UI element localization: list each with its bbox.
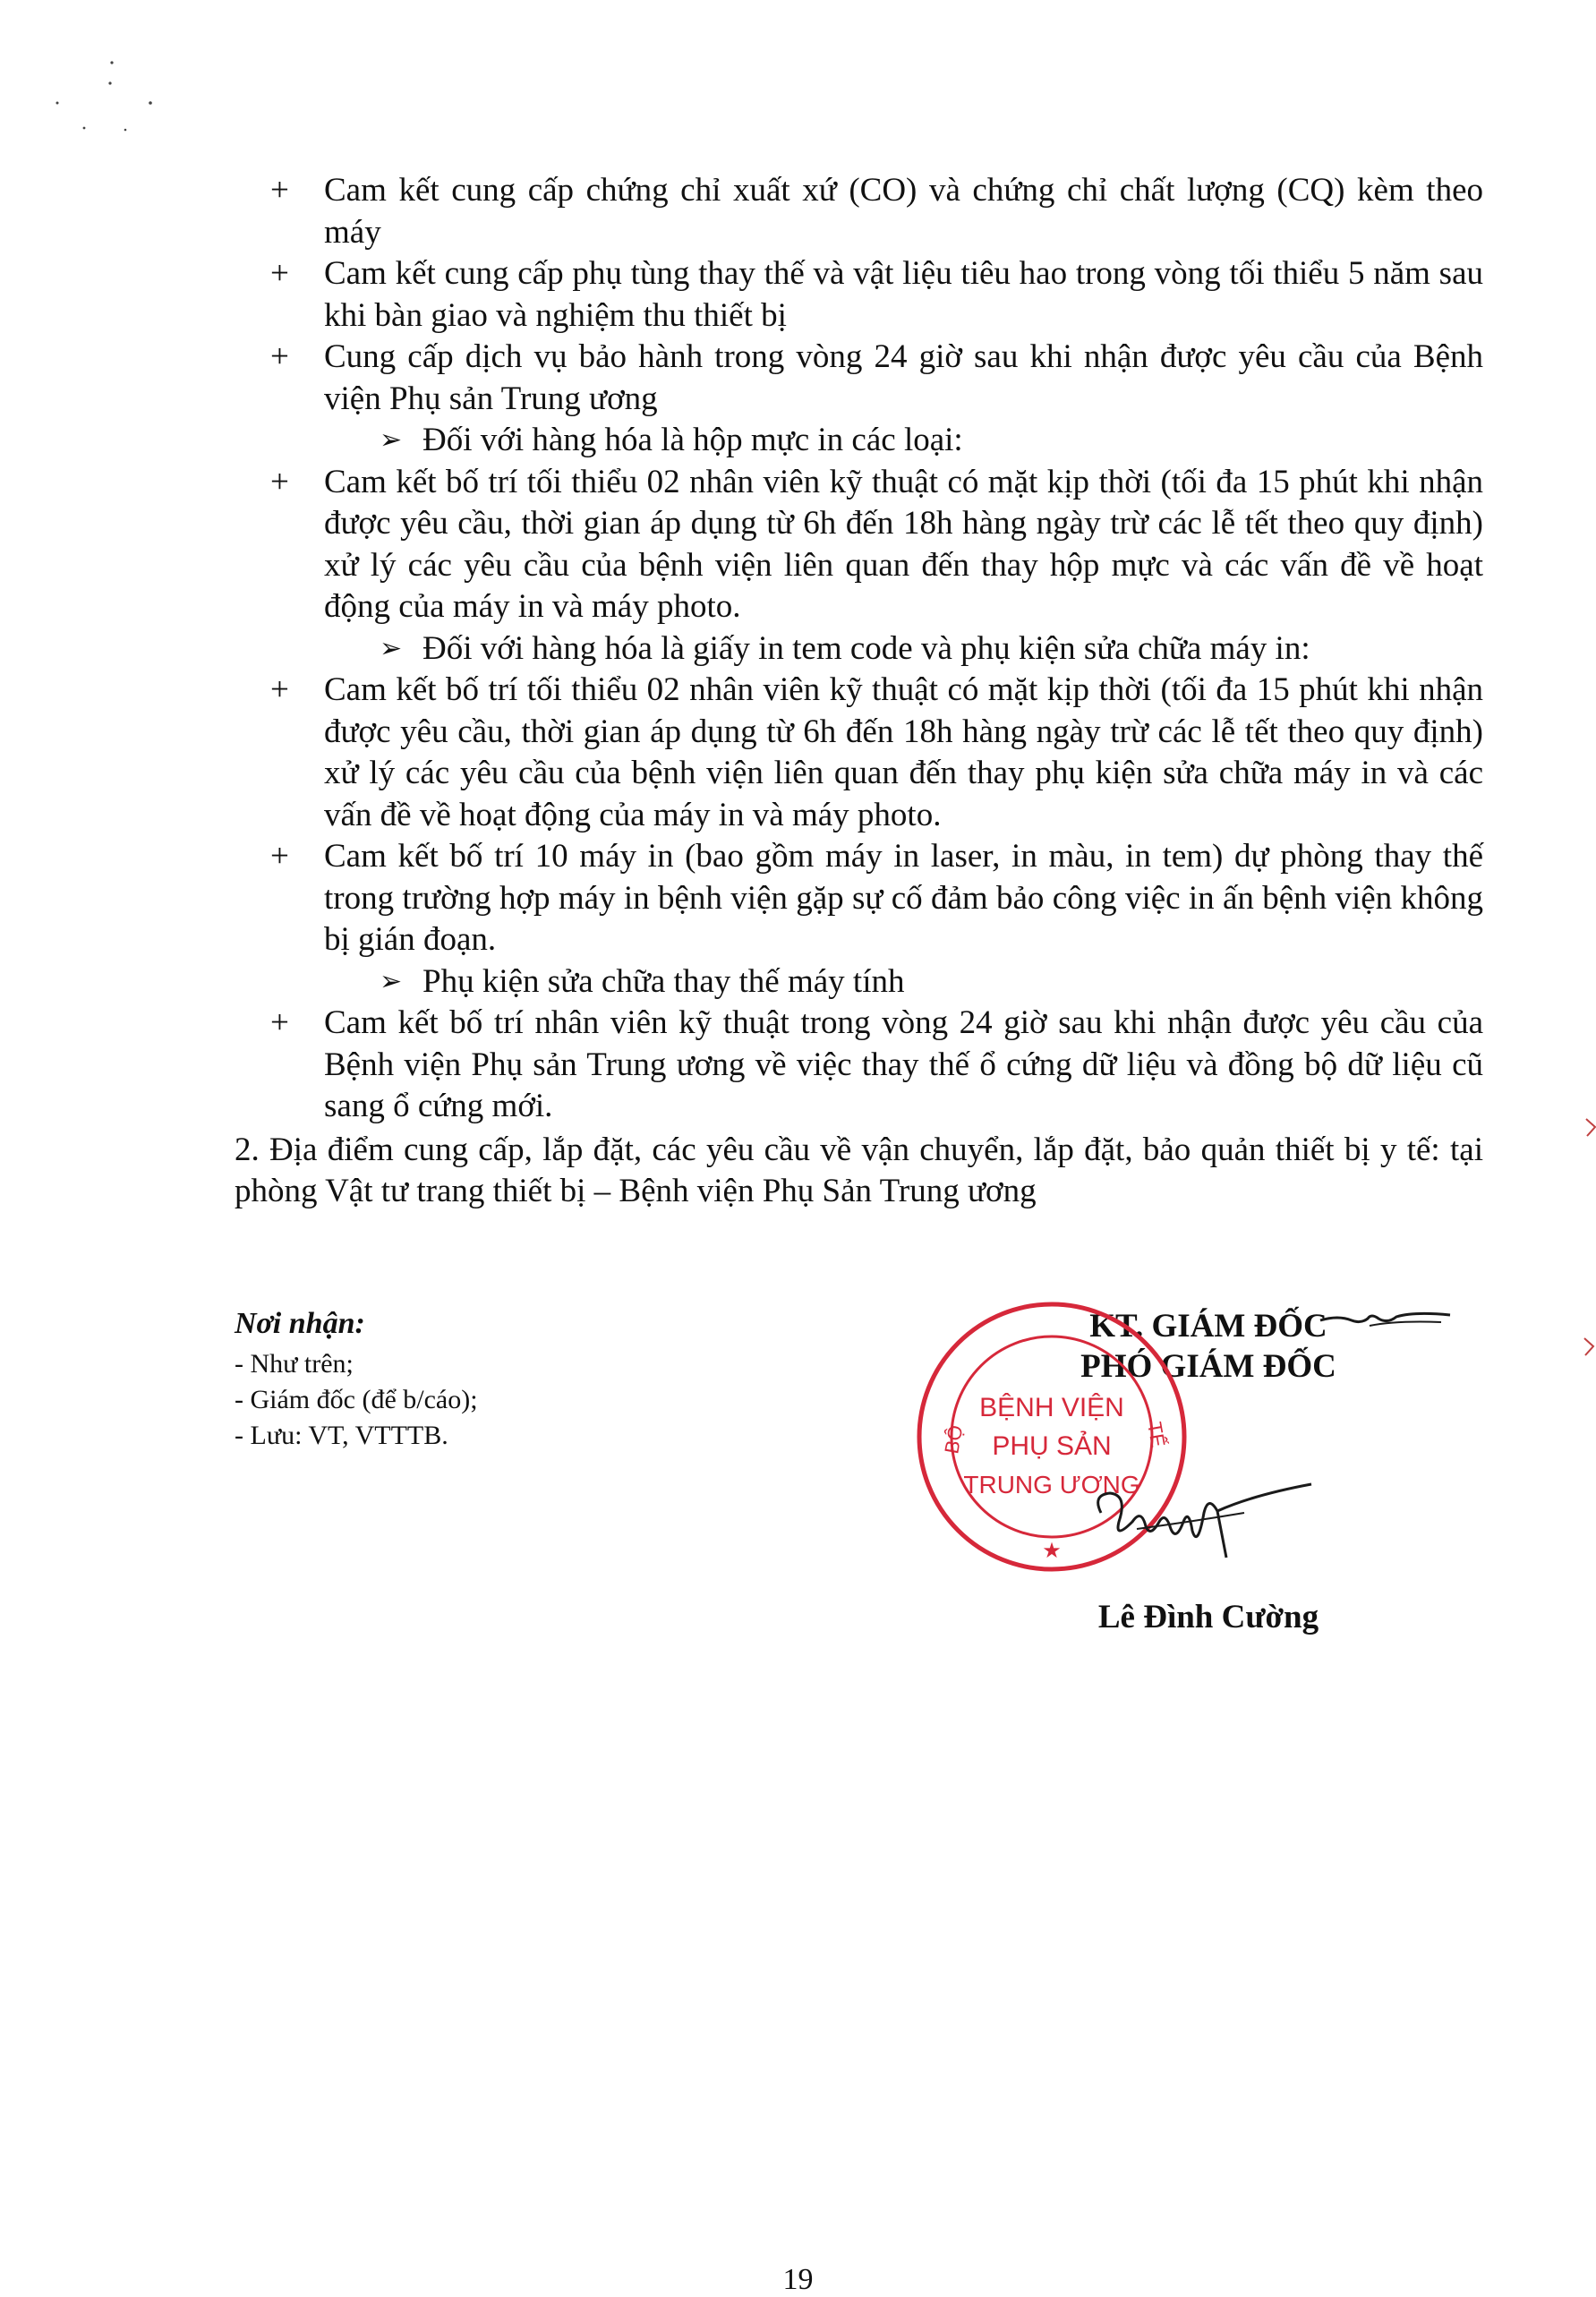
stamp-line-3: TRUNG ƯƠNG — [963, 1471, 1140, 1499]
recipients-title: Nơi nhận: — [235, 1307, 365, 1340]
requirement-text: Cam kết bố trí tối thiểu 02 nhân viên kỹ thuật có mặt kịp thời (tối đa 15 phút khi nhận được yêu cầu, thời gian áp dụng từ 6h đến 18h hàng ngày trừ các lễ tết theo quy định) xử lý các yêu cầu của bệnh viện liên quan đến thay phụ kiện sửa chữa máy in và các vấn đề về hoạt động của máy in và máy photo. — [324, 671, 1483, 833]
requirement-text: Cam kết cung cấp phụ tùng thay thế và vật liệu tiêu hao trong vòng tối thiểu 5 năm sau khi bàn giao và nghiệm thu thiết bị — [324, 255, 1483, 334]
bullet-marker: + — [270, 463, 289, 500]
stamp-star-icon: ★ — [1042, 1538, 1062, 1563]
section-heading — [235, 420, 1483, 462]
bullet-marker: + — [270, 838, 289, 875]
requirement-text: Cam kết cung cấp chứng chỉ xuất xứ (CO) và chứng chỉ chất lượng (CQ) kèm theo máy — [324, 172, 1483, 251]
signer-role-line1: KT. GIÁM ĐỐC — [1089, 1308, 1327, 1345]
arrow-icon: ➢ — [380, 633, 403, 663]
bullet-marker: + — [270, 255, 289, 292]
stamp-line-2: PHỤ SẢN — [992, 1431, 1112, 1461]
requirement-text: Cam kết bố trí nhân viên kỹ thuật trong vòng 24 giờ sau khi nhận được yêu cầu của Bệnh viện Phụ sản Trung ương về việc thay thế ổ cứng dữ liệu và đồng bộ dữ liệu cũ sang ổ cứng mới. — [324, 1004, 1483, 1124]
requirement-item — [235, 170, 1483, 253]
scan-specks — [36, 54, 170, 143]
stamp-left-arc: BỘ — [940, 1423, 968, 1456]
bullet-marker: + — [270, 671, 289, 708]
requirement-item — [235, 337, 1483, 420]
section-heading — [235, 961, 1483, 1003]
section-heading-text: Phụ kiện sửa chữa thay thế máy tính — [422, 962, 905, 1000]
edge-mark — [1584, 1114, 1596, 1141]
bullet-marker: + — [270, 172, 289, 209]
arrow-icon: ➢ — [380, 966, 403, 996]
handwritten-signature — [1083, 1459, 1316, 1567]
section-heading-text: Đối với hàng hóa là giấy in tem code và phụ kiện sửa chữa máy in: — [422, 629, 1310, 667]
initial-mark — [1316, 1302, 1459, 1338]
bullet-marker: + — [270, 1004, 289, 1041]
requirement-item — [235, 462, 1483, 628]
stamp-line-1: BỆNH VIỆN — [979, 1393, 1124, 1422]
recipient-item: - Lưu: VT, VTTTB. — [235, 1421, 448, 1450]
requirement-text: Cam kết bố trí 10 máy in (bao gồm máy in laser, in màu, in tem) dự phòng thay thế trong trường hợp máy in bệnh viện gặp sự cố đảm bảo công việc in ấn bệnh viện không bị gián đoạn. — [324, 838, 1483, 958]
requirement-text: Cung cấp dịch vụ bảo hành trong vòng 24 giờ sau khi nhận được yêu cầu của Bệnh viện Phụ sản Trung ương — [324, 338, 1483, 417]
requirement-item — [235, 253, 1483, 337]
document-body — [235, 170, 1483, 1213]
recipient-item: - Giám đốc (để b/cáo); — [235, 1385, 478, 1414]
arrow-icon: ➢ — [380, 425, 403, 455]
stamp-right-arc: TẾ — [1143, 1420, 1170, 1449]
recipients-block — [235, 1307, 772, 1454]
signer-role-line2: PHÓ GIÁM ĐỐC — [1080, 1348, 1336, 1385]
requirement-text: Cam kết bố trí tối thiểu 02 nhân viên kỹ thuật có mặt kịp thời (tối đa 15 phút khi nhận được yêu cầu, thời gian áp dụng từ 6h đến 18h hàng ngày trừ các lễ tết theo quy định) xử lý các yêu cầu của bệnh viện liên quan đến thay hộp mực và các vấn đề về hoạt động của máy in và máy photo. — [324, 463, 1483, 625]
section-heading-text: Đối với hàng hóa là hộp mực in các loại: — [422, 422, 963, 458]
requirement-item — [235, 1003, 1483, 1128]
bullet-marker: + — [270, 338, 289, 375]
requirement-item — [235, 670, 1483, 836]
signer-name: Lê Đình Cường — [1097, 1599, 1319, 1635]
page-number: 19 — [782, 2263, 814, 2296]
recipient-item: - Như trên; — [235, 1349, 354, 1379]
requirement-item — [235, 836, 1483, 961]
edge-mark — [1583, 1334, 1596, 1361]
section-heading — [235, 628, 1483, 670]
signature-block — [895, 1298, 1396, 1656]
location-clause: 2. Địa điểm cung cấp, lắp đặt, các yêu cầu về vận chuyển, lắp đặt, bảo quản thiết bị y tế: tại phòng Vật tư trang thiết bị – Bệnh viện Phụ Sản Trung ương — [235, 1131, 1483, 1209]
